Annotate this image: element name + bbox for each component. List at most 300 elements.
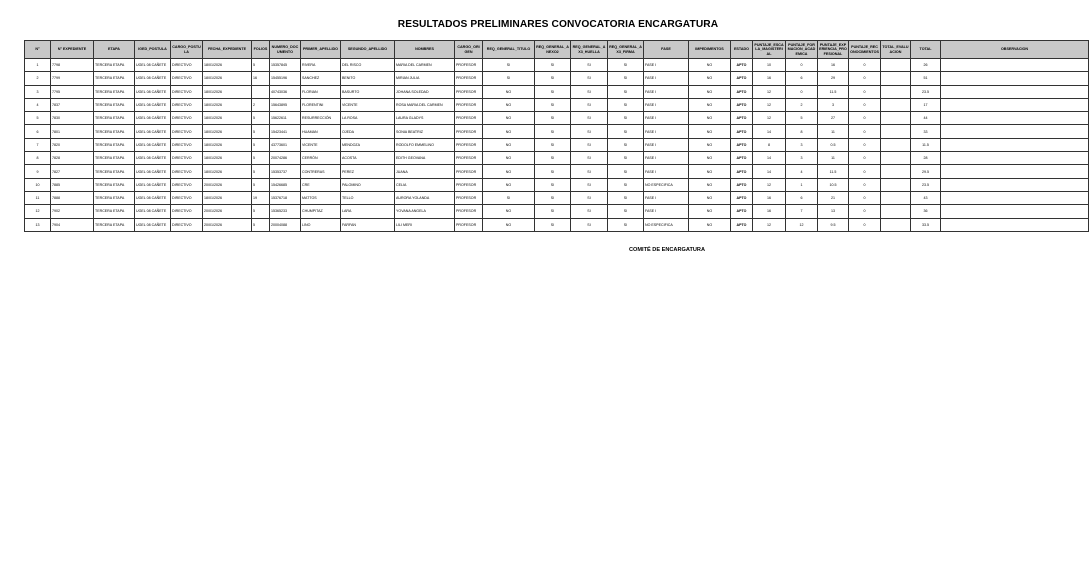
- table-row: [25, 125, 1089, 138]
- cell-iged: UGEL 08 CAÑETE: [135, 59, 171, 72]
- cell-expediente: 7885: [51, 178, 94, 191]
- cell-estado: APTO: [731, 152, 753, 165]
- cell-total: 23.5: [911, 178, 941, 191]
- cell-puntaje-escala: 14: [753, 125, 786, 138]
- cell-expediente: 7904: [51, 218, 94, 231]
- cell-puntaje-escala: 8: [753, 138, 786, 151]
- cell-documento: 15622611: [270, 112, 301, 125]
- cell-estado: APTO: [731, 205, 753, 218]
- cell-puntaje-escala: 16: [753, 72, 786, 85]
- cell-nombres: JOHANA SOLEDAD: [395, 85, 455, 98]
- header-col-puntaje-formacion: PUNTAJE_FORMACION_ACADEMICA: [786, 41, 818, 59]
- cell-iged: UGEL 08 CAÑETE: [135, 205, 171, 218]
- cell-req-huella: SI: [571, 138, 608, 151]
- cell-total-evaluacion: [881, 72, 911, 85]
- cell-impedimentos: NO: [689, 205, 731, 218]
- cell-req-huella: SI: [571, 152, 608, 165]
- cell-puntaje-reconocimientos: 0: [849, 125, 881, 138]
- cell-numero: 11: [25, 191, 51, 204]
- table-row: [25, 72, 1089, 85]
- cell-etapa: TERCERA ETAPA: [94, 152, 135, 165]
- cell-observacion: [941, 178, 1089, 191]
- cell-req-huella: SI: [571, 165, 608, 178]
- header-col-impedimentos: IMPEDIMENTOS: [689, 41, 731, 59]
- cell-fecha: 20/01/2026: [203, 178, 252, 191]
- cell-observacion: [941, 125, 1089, 138]
- cell-observacion: [941, 218, 1089, 231]
- cell-fase: FASE I: [644, 98, 689, 111]
- cell-fase: FASE I: [644, 191, 689, 204]
- cell-expediente: 7820: [51, 138, 94, 151]
- cell-puntaje-reconocimientos: 0: [849, 205, 881, 218]
- cell-folios: 2: [252, 98, 270, 111]
- cell-folios: 5: [252, 218, 270, 231]
- cell-nombres: EDITH GEOVANA: [395, 152, 455, 165]
- cell-cargo-postula: DIRECTIVO: [171, 191, 203, 204]
- cell-puntaje-formacion: 7: [786, 205, 818, 218]
- cell-fecha: 18/01/2026: [203, 138, 252, 151]
- cell-expediente: 7827: [51, 165, 94, 178]
- cell-fecha: 18/01/2026: [203, 98, 252, 111]
- cell-observacion: [941, 85, 1089, 98]
- cell-numero: 2: [25, 72, 51, 85]
- table-row: [25, 138, 1089, 151]
- cell-estado: APTO: [731, 112, 753, 125]
- cell-total: 11.5: [911, 138, 941, 151]
- cell-cargo-origen: PROFESOR: [455, 165, 483, 178]
- cell-iged: UGEL 08 CAÑETE: [135, 125, 171, 138]
- cell-puntaje-escala: 10: [753, 59, 786, 72]
- cell-req-huella: SI: [571, 112, 608, 125]
- cell-total: 51: [911, 72, 941, 85]
- cell-puntaje-experiencia: 11.5: [818, 165, 849, 178]
- cell-cargo-origen: PROFESOR: [455, 98, 483, 111]
- cell-fecha: 18/01/2026: [203, 125, 252, 138]
- cell-nombres: MIRIAN JULIA: [395, 72, 455, 85]
- cell-req-anexo2: SI: [535, 72, 571, 85]
- cell-cargo-origen: PROFESOR: [455, 178, 483, 191]
- cell-req-anexo2: SI: [535, 125, 571, 138]
- cell-total-evaluacion: [881, 165, 911, 178]
- cell-total-evaluacion: [881, 205, 911, 218]
- cell-req-firma: SI: [608, 205, 644, 218]
- header-col-etapa: ETAPA: [94, 41, 135, 59]
- cell-puntaje-formacion: 1: [786, 178, 818, 191]
- cell-estado: APTO: [731, 178, 753, 191]
- cell-folios: 5: [252, 59, 270, 72]
- cell-req-anexo2: SI: [535, 59, 571, 72]
- cell-estado: APTO: [731, 85, 753, 98]
- cell-observacion: [941, 205, 1089, 218]
- cell-etapa: TERCERA ETAPA: [94, 85, 135, 98]
- cell-etapa: TERCERA ETAPA: [94, 178, 135, 191]
- cell-req-huella: SI: [571, 125, 608, 138]
- cell-segundo-apellido: MENDOZA: [341, 138, 395, 151]
- cell-impedimentos: NO: [689, 59, 731, 72]
- cell-fase: FASE I: [644, 125, 689, 138]
- cell-puntaje-formacion: 2: [786, 98, 818, 111]
- cell-segundo-apellido: ACOSTA: [341, 152, 395, 165]
- cell-folios: 5: [252, 178, 270, 191]
- cell-req-titulo: NO: [483, 218, 535, 231]
- cell-cargo-origen: PROFESOR: [455, 152, 483, 165]
- table-header-row: [25, 41, 1089, 59]
- cell-estado: APTO: [731, 218, 753, 231]
- cell-total: 17: [911, 98, 941, 111]
- cell-req-huella: SI: [571, 98, 608, 111]
- page-title: RESULTADOS PRELIMINARES CONVOCATORIA ENCARGATURA: [397, 19, 719, 30]
- cell-puntaje-escala: 16: [753, 205, 786, 218]
- cell-documento: 20004088: [270, 218, 301, 231]
- cell-req-titulo: SI: [483, 191, 535, 204]
- cell-puntaje-formacion: 6: [786, 72, 818, 85]
- cell-etapa: TERCERA ETAPA: [94, 112, 135, 125]
- cell-cargo-origen: PROFESOR: [455, 112, 483, 125]
- cell-req-firma: SI: [608, 98, 644, 111]
- cell-puntaje-experiencia: 11: [818, 125, 849, 138]
- cell-impedimentos: NO: [689, 191, 731, 204]
- table-row: [25, 112, 1089, 125]
- cell-puntaje-experiencia: 27: [818, 112, 849, 125]
- cell-primer-apellido: CHUMPITAZ: [301, 205, 341, 218]
- cell-cargo-origen: PROFESOR: [455, 191, 483, 204]
- cell-estado: APTO: [731, 59, 753, 72]
- cell-fecha: 18/01/2026: [203, 112, 252, 125]
- header-col-estado: ESTADO: [731, 41, 753, 59]
- cell-segundo-apellido: OJEDA: [341, 125, 395, 138]
- header-col-segundo-apellido: SEGUNDO_APELLIDO: [341, 41, 395, 59]
- cell-documento: 15376718: [270, 191, 301, 204]
- cell-total: 43: [911, 191, 941, 204]
- header-col-cargo-origen: CARGO_ORIGEN: [455, 41, 483, 59]
- cell-fase: NO ESPECIFICA: [644, 178, 689, 191]
- cell-segundo-apellido: BASURTO: [341, 85, 395, 98]
- cell-numero: 12: [25, 205, 51, 218]
- cell-cargo-postula: DIRECTIVO: [171, 218, 203, 231]
- cell-req-anexo2: SI: [535, 165, 571, 178]
- cell-req-huella: SI: [571, 218, 608, 231]
- header-col-fase: FASE: [644, 41, 689, 59]
- cell-expediente: 7837: [51, 98, 94, 111]
- cell-etapa: TERCERA ETAPA: [94, 72, 135, 85]
- cell-total: 33: [911, 125, 941, 138]
- cell-folios: 16: [252, 72, 270, 85]
- cell-puntaje-reconocimientos: 0: [849, 165, 881, 178]
- cell-observacion: [941, 138, 1089, 151]
- cell-puntaje-experiencia: 13: [818, 205, 849, 218]
- cell-req-huella: SI: [571, 59, 608, 72]
- cell-puntaje-escala: 12: [753, 85, 786, 98]
- cell-total-evaluacion: [881, 85, 911, 98]
- cell-req-huella: SI: [571, 178, 608, 191]
- cell-expediente: 7795: [51, 85, 94, 98]
- cell-documento: 20074286: [270, 152, 301, 165]
- cell-req-titulo: NO: [483, 152, 535, 165]
- header-col-numero: N°: [25, 41, 51, 59]
- cell-req-firma: SI: [608, 138, 644, 151]
- cell-numero: 13: [25, 218, 51, 231]
- cell-req-anexo2: SI: [535, 98, 571, 111]
- cell-puntaje-escala: 16: [753, 191, 786, 204]
- cell-impedimentos: NO: [689, 98, 731, 111]
- cell-req-titulo: NO: [483, 178, 535, 191]
- cell-iged: UGEL 08 CAÑETE: [135, 112, 171, 125]
- cell-puntaje-formacion: 3: [786, 152, 818, 165]
- table-row: [25, 178, 1089, 191]
- cell-total-evaluacion: [881, 191, 911, 204]
- cell-impedimentos: NO: [689, 85, 731, 98]
- cell-req-firma: SI: [608, 191, 644, 204]
- cell-cargo-postula: DIRECTIVO: [171, 165, 203, 178]
- header-col-observacion: OBSERVACION: [941, 41, 1089, 59]
- cell-etapa: TERCERA ETAPA: [94, 125, 135, 138]
- cell-fase: NO ESPECIFICA: [644, 218, 689, 231]
- cell-puntaje-reconocimientos: 0: [849, 112, 881, 125]
- cell-cargo-origen: PROFESOR: [455, 205, 483, 218]
- cell-req-anexo2: SI: [535, 112, 571, 125]
- cell-puntaje-formacion: 3: [786, 138, 818, 151]
- cell-primer-apellido: HUAMAN: [301, 125, 341, 138]
- cell-req-anexo2: SI: [535, 138, 571, 151]
- cell-primer-apellido: CERRÓN: [301, 152, 341, 165]
- cell-primer-apellido: FLORENTINI: [301, 98, 341, 111]
- cell-cargo-origen: PROFESOR: [455, 72, 483, 85]
- header-col-documento: NUMERO_DOCUMENTO: [270, 41, 301, 59]
- cell-expediente: 7888: [51, 191, 94, 204]
- cell-folios: 5: [252, 138, 270, 151]
- cell-numero: 8: [25, 152, 51, 165]
- cell-segundo-apellido: FARFAN: [341, 218, 395, 231]
- cell-segundo-apellido: BENITO: [341, 72, 395, 85]
- cell-cargo-origen: PROFESOR: [455, 85, 483, 98]
- cell-puntaje-experiencia: 16: [818, 59, 849, 72]
- cell-expediente: 7830: [51, 112, 94, 125]
- header-col-total: TOTAL: [911, 41, 941, 59]
- cell-puntaje-experiencia: 11: [818, 152, 849, 165]
- cell-fase: FASE I: [644, 112, 689, 125]
- cell-cargo-postula: DIRECTIVO: [171, 138, 203, 151]
- cell-estado: APTO: [731, 72, 753, 85]
- cell-req-titulo: NO: [483, 85, 535, 98]
- cell-req-firma: SI: [608, 112, 644, 125]
- cell-documento: 15455196: [270, 72, 301, 85]
- cell-total-evaluacion: [881, 112, 911, 125]
- cell-segundo-apellido: LA ROSA: [341, 112, 395, 125]
- cell-req-firma: SI: [608, 72, 644, 85]
- results-table: [24, 40, 1089, 232]
- cell-fase: FASE I: [644, 72, 689, 85]
- table-row: [25, 98, 1089, 111]
- cell-segundo-apellido: VICENTE: [341, 98, 395, 111]
- cell-numero: 6: [25, 125, 51, 138]
- cell-req-firma: SI: [608, 125, 644, 138]
- header-col-primer-apellido: PRIMER_APELLIDO: [301, 41, 341, 59]
- cell-puntaje-experiencia: 29: [818, 72, 849, 85]
- cell-iged: UGEL 08 CAÑETE: [135, 85, 171, 98]
- cell-total-evaluacion: [881, 59, 911, 72]
- cell-puntaje-escala: 12: [753, 98, 786, 111]
- cell-nombres: AURORA YOLANDA: [395, 191, 455, 204]
- cell-puntaje-reconocimientos: 0: [849, 98, 881, 111]
- cell-req-huella: SI: [571, 85, 608, 98]
- cell-total: 23.5: [911, 85, 941, 98]
- cell-segundo-apellido: LARA: [341, 205, 395, 218]
- header-col-puntaje-escala: PUNTAJE_ESCALA_MAGISTERIAL: [753, 41, 786, 59]
- header-col-iged: IGED_POSTULA: [135, 41, 171, 59]
- cell-iged: UGEL 08 CAÑETE: [135, 218, 171, 231]
- cell-cargo-postula: DIRECTIVO: [171, 125, 203, 138]
- cell-estado: APTO: [731, 191, 753, 204]
- cell-primer-apellido: SANCHEZ: [301, 72, 341, 85]
- cell-req-anexo2: SI: [535, 152, 571, 165]
- cell-req-firma: SI: [608, 85, 644, 98]
- cell-req-anexo2: SI: [535, 205, 571, 218]
- cell-etapa: TERCERA ETAPA: [94, 191, 135, 204]
- cell-cargo-postula: DIRECTIVO: [171, 59, 203, 72]
- cell-total: 28: [911, 152, 941, 165]
- cell-total-evaluacion: [881, 125, 911, 138]
- cell-nombres: ROSA MARIA DEL CARMEN: [395, 98, 455, 111]
- cell-puntaje-experiencia: 9.5: [818, 218, 849, 231]
- cell-req-titulo: NO: [483, 98, 535, 111]
- cell-numero: 4: [25, 98, 51, 111]
- cell-puntaje-formacion: 0: [786, 85, 818, 98]
- cell-expediente: 7799: [51, 72, 94, 85]
- cell-documento: 43773601: [270, 138, 301, 151]
- cell-req-huella: SI: [571, 205, 608, 218]
- cell-total: 26: [911, 59, 941, 72]
- cell-iged: UGEL 08 CAÑETE: [135, 98, 171, 111]
- header-col-req-anexo2: REQ_GENERAL_ANEXO2: [535, 41, 571, 59]
- cell-observacion: [941, 59, 1089, 72]
- cell-observacion: [941, 191, 1089, 204]
- cell-puntaje-reconocimientos: 0: [849, 178, 881, 191]
- header-col-req-titulo: REQ_GENERAL_TITULO: [483, 41, 535, 59]
- cell-observacion: [941, 152, 1089, 165]
- cell-fecha: 20/01/2026: [203, 218, 252, 231]
- cell-cargo-postula: DIRECTIVO: [171, 152, 203, 165]
- cell-req-titulo: NO: [483, 112, 535, 125]
- cell-primer-apellido: RIVERA: [301, 59, 341, 72]
- cell-impedimentos: NO: [689, 152, 731, 165]
- cell-nombres: SONIA BEATRIZ: [395, 125, 455, 138]
- header-col-expediente: N° EXPEDIENTE: [51, 41, 94, 59]
- cell-req-titulo: NO: [483, 165, 535, 178]
- cell-puntaje-reconocimientos: 0: [849, 59, 881, 72]
- cell-nombres: JUANA: [395, 165, 455, 178]
- cell-req-firma: SI: [608, 59, 644, 72]
- cell-etapa: TERCERA ETAPA: [94, 205, 135, 218]
- cell-documento: 15353737: [270, 165, 301, 178]
- cell-puntaje-escala: 14: [753, 165, 786, 178]
- cell-fase: FASE I: [644, 59, 689, 72]
- header-col-req-huella: REQ_GENERAL_AX3_HUELLA: [571, 41, 608, 59]
- cell-puntaje-formacion: 0: [786, 59, 818, 72]
- cell-nombres: RODOLFO EMMELINO: [395, 138, 455, 151]
- cell-puntaje-formacion: 5: [786, 112, 818, 125]
- cell-fecha: 18/01/2026: [203, 191, 252, 204]
- cell-fase: FASE I: [644, 152, 689, 165]
- cell-primer-apellido: VICENTE: [301, 138, 341, 151]
- cell-fecha: 18/01/2026: [203, 152, 252, 165]
- cell-documento: 40743036: [270, 85, 301, 98]
- cell-numero: 7: [25, 138, 51, 151]
- table-row: [25, 152, 1089, 165]
- cell-primer-apellido: FLORIAN: [301, 85, 341, 98]
- cell-etapa: TERCERA ETAPA: [94, 98, 135, 111]
- cell-fecha: 20/01/2026: [203, 205, 252, 218]
- cell-total: 36: [911, 205, 941, 218]
- table-row: [25, 59, 1089, 72]
- cell-impedimentos: NO: [689, 218, 731, 231]
- table-body: [25, 59, 1089, 232]
- cell-iged: UGEL 08 CAÑETE: [135, 138, 171, 151]
- cell-total-evaluacion: [881, 178, 911, 191]
- cell-estado: APTO: [731, 165, 753, 178]
- cell-primer-apellido: LINO: [301, 218, 341, 231]
- cell-puntaje-escala: 12: [753, 178, 786, 191]
- cell-cargo-postula: DIRECTIVO: [171, 72, 203, 85]
- cell-cargo-origen: PROFESOR: [455, 125, 483, 138]
- cell-puntaje-reconocimientos: 0: [849, 218, 881, 231]
- table-row: [25, 165, 1089, 178]
- table-row: [25, 205, 1089, 218]
- cell-segundo-apellido: TELLO: [341, 191, 395, 204]
- cell-nombres: MARIA DEL CARMEN: [395, 59, 455, 72]
- cell-expediente: 7828: [51, 152, 94, 165]
- cell-puntaje-experiencia: 0.5: [818, 138, 849, 151]
- cell-iged: UGEL 08 CAÑETE: [135, 152, 171, 165]
- cell-puntaje-formacion: 8: [786, 125, 818, 138]
- cell-puntaje-formacion: 4: [786, 165, 818, 178]
- cell-numero: 3: [25, 85, 51, 98]
- cell-puntaje-reconocimientos: 0: [849, 152, 881, 165]
- cell-req-firma: SI: [608, 152, 644, 165]
- committee-signature-label: COMITÉ DE ENCARGATURA: [628, 247, 706, 253]
- cell-folios: 5: [252, 152, 270, 165]
- header-col-folios: FOLIOS: [252, 41, 270, 59]
- table-row: [25, 191, 1089, 204]
- cell-impedimentos: NO: [689, 112, 731, 125]
- cell-impedimentos: NO: [689, 165, 731, 178]
- cell-documento: 15365233: [270, 205, 301, 218]
- cell-folios: 5: [252, 112, 270, 125]
- cell-observacion: [941, 112, 1089, 125]
- cell-fecha: 18/01/2026: [203, 59, 252, 72]
- cell-fecha: 18/01/2026: [203, 85, 252, 98]
- cell-puntaje-experiencia: 10.5: [818, 178, 849, 191]
- cell-total: 44: [911, 112, 941, 125]
- cell-nombres: YOVANA ANGELA: [395, 205, 455, 218]
- cell-documento: 15643895: [270, 98, 301, 111]
- cell-segundo-apellido: DEL RISCO: [341, 59, 395, 72]
- cell-total-evaluacion: [881, 98, 911, 111]
- cell-iged: UGEL 08 CAÑETE: [135, 72, 171, 85]
- header-col-total-evaluacion: TOTAL_EVALUACION: [881, 41, 911, 59]
- cell-observacion: [941, 72, 1089, 85]
- cell-puntaje-reconocimientos: 0: [849, 138, 881, 151]
- cell-fecha: 18/01/2026: [203, 72, 252, 85]
- cell-etapa: TERCERA ETAPA: [94, 165, 135, 178]
- cell-total-evaluacion: [881, 152, 911, 165]
- cell-req-firma: SI: [608, 178, 644, 191]
- cell-req-huella: SI: [571, 191, 608, 204]
- cell-req-firma: SI: [608, 165, 644, 178]
- cell-etapa: TERCERA ETAPA: [94, 218, 135, 231]
- cell-numero: 1: [25, 59, 51, 72]
- cell-cargo-postula: DIRECTIVO: [171, 98, 203, 111]
- cell-req-titulo: SI: [483, 59, 535, 72]
